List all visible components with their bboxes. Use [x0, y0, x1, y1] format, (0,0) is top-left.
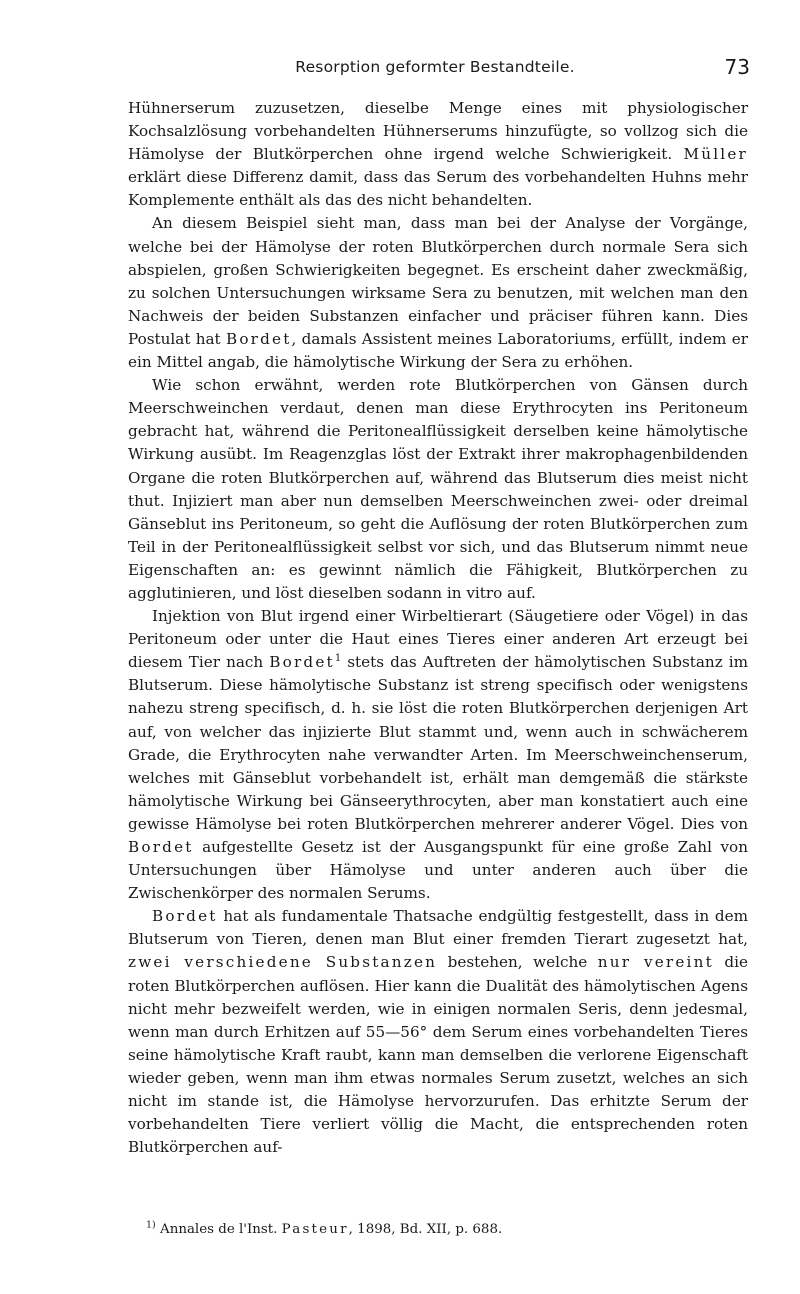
- emphasized-text: Bordet: [225, 329, 292, 348]
- footnote-text-start: Annales de l'Inst.: [160, 1222, 282, 1237]
- footnote: [146, 1221, 746, 1239]
- paragraph: [128, 97, 748, 212]
- emphasized-text: Müller: [683, 145, 748, 164]
- paragraph: [128, 605, 748, 905]
- paragraph: [128, 374, 748, 605]
- emphasized-text: nur vereint: [597, 953, 714, 972]
- footnote-journal-name: Pasteur: [281, 1222, 349, 1237]
- body-text: [128, 97, 748, 1159]
- emphasized-text: zwei verschiedene Substanzen: [128, 953, 438, 972]
- footnote-reference: 1: [334, 653, 342, 665]
- paragraph: [128, 212, 748, 374]
- running-title: Resorption geformter Bestandteile.: [295, 58, 575, 76]
- paragraph: [128, 905, 748, 1159]
- paragraph-text: bestehen, welche: [437, 953, 598, 972]
- paragraph-text: Hühnerserum zuzusetzen, dieselbe Menge eines mit physiologischer Kochsalzlösung vorbehandelten Hühnerserums hinzufügte, so vollzog sich die Hämolyse der Blutkörperchen ohne irgend welche Schwierigkeit.: [128, 99, 748, 164]
- paragraph-text: An diesem Beispiel sieht man, dass man bei der Analyse der Vorgänge, welche bei der Hämolyse der roten Blutkörperchen durch normale Sera sich abspielen, großen Schwierigkeiten begegnet. Es erscheint daher zweckmäßig, zu solchen Untersuchungen wirksame Sera zu benutzen, mit welchen man den Nachweis der beiden Substanzen einfacher und präciser führen kann. Dies Postulat hat: [128, 214, 748, 348]
- paragraph-text: stets das Auftreten der hämolytischen Substanz im Blutserum. Diese hämolytische Substanz ist streng specifisch oder wenigstens nahezu streng specifisch, d. h. sie löst die roten Blutkörperchen derjenigen Art auf, von welcher das injizierte Blut stammt und, wenn auch in schwächerem Grade, die Erythrocyten nahe verwandter Arten. Im Meerschweinchenserum, welches mit Gänseblut vorbehandelt ist, erhält man demgemäß die stärkste hämolytische Wirkung bei Gänseerythrocyten, aber man konstatiert auch eine gewisse Hämolyse bei roten Blutkörperchen mehrerer anderer Vögel. Dies von: [128, 653, 749, 833]
- paragraph-text: die roten Blutkörperchen auflösen. Hier kann die Dualität des hämolytischen Agens nicht mehr bezweifelt werden, wie in einigen normalen Seris, denn jedesmal, wenn man durch Erhitzen auf 55—56° dem Serum eines vorbehandelten Tieres seine hämolytische Kraft raubt, kann man demselben die verlorene Eigenschaft wieder geben, wenn man ihm etwas normales Serum zusetzt, welches an sich nicht im stande ist, die Hämolyse hervorzurufen. Das erhitzte Serum der vorbehandelten Tiere verliert völlig die Macht, die entsprechenden roten Blutkörperchen auf-: [128, 953, 748, 1157]
- paragraph-text: hat als fundamentale Thatsache endgültig festgestellt, dass in dem Blutserum von Tieren, denen man Blut einer fremden Tierart zugesetzt hat,: [128, 907, 748, 949]
- paragraph-text: Wie schon erwähnt, werden rote Blutkörperchen von Gänsen durch Meerschweinchen verdaut, denen man diese Erythrocyten ins Peritoneum gebracht hat, während die Peritonealflüssigkeit derselben keine hämolytische Wirkung ausübt. Im Reagenzglas löst der Extrakt ihrer makrophagenbildenden Organe die roten Blutkörperchen auf, während das Blutserum dies meist nicht thut. Injiziert man aber nun demselben Meerschweinchen zwei- oder dreimal Gänseblut ins Peritoneum, so geht die Auflösung der roten Blutkörperchen zum Teil in der Peritonealflüssigkeit selbst vor sich, und das Blutserum nimmt neue Eigenschaften an: es gewinnt nämlich die Fähigkeit, Blutkörperchen zu agglutinieren, und löst dieselben sodann in vitro auf.: [128, 376, 748, 602]
- running-header: [120, 55, 750, 84]
- paragraph-text: aufgestellte Gesetz ist der Ausgangspunkt für eine große Zahl von Untersuchungen über Hämolyse und unter anderen auch über die Zwischenkörper des normalen Serums.: [128, 838, 748, 903]
- emphasized-text: Bordet: [269, 653, 335, 672]
- emphasized-text: Bordet: [152, 907, 218, 926]
- paragraph-text: Injektion von Blut irgend einer Wirbeltierart (Säugetiere oder Vögel) in das Peritoneum oder unter die Haut eines Tieres einer anderen Art erzeugt bei diesem Tier nach: [128, 607, 748, 672]
- paragraph-text: , damals Assistent meines Laboratoriums, erfüllt, indem er ein Mittel angab, die hämolytische Wirkung der Sera zu erhöhen.: [128, 329, 748, 372]
- footnote-number: 1): [146, 1219, 156, 1231]
- emphasized-text: Bordet: [128, 838, 194, 856]
- page-number: 73: [724, 55, 750, 79]
- footnote-text-end: , 1898, Bd. XII, p. 688.: [348, 1222, 503, 1237]
- paragraph-text: erklärt diese Differenz damit, dass das Serum des vorbehandelten Huhns mehr Komplemente enthält als das des nicht behandelten.: [128, 168, 748, 210]
